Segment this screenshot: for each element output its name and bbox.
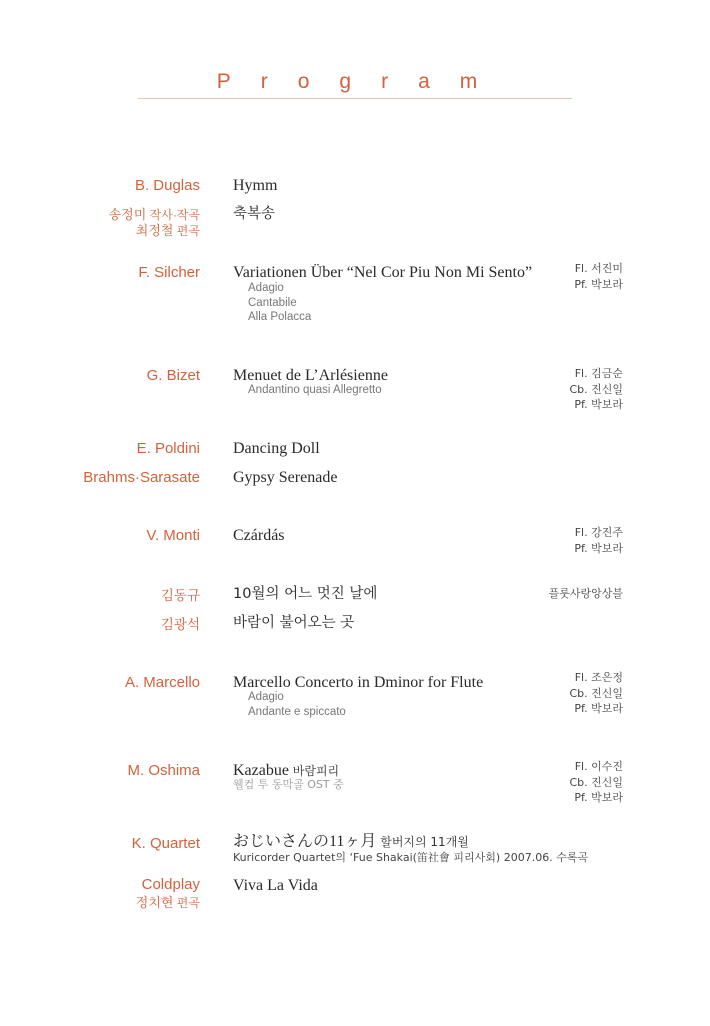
work-title: Variationen Über “Nel Cor Piu Non Mi Sento”: [233, 264, 533, 281]
composer: K. Quartet: [131, 835, 200, 852]
movement: Alla Polacca: [248, 311, 312, 323]
performer: Pf. 박보라: [574, 277, 623, 291]
performer: Cb. 진신일: [569, 686, 623, 700]
composer: [109, 207, 200, 239]
work-title: Marcello Concerto in Dminor for Flute: [233, 674, 484, 691]
work-title: おじいさんの11ヶ月: [233, 833, 377, 850]
performer: Cb. 진신일: [569, 775, 623, 789]
composer-role: 작사·작곡: [146, 208, 200, 222]
performer: Fl. 이수진: [574, 760, 623, 773]
arranger-name: 최정철: [135, 223, 174, 238]
arranger-role: 편곡: [173, 224, 200, 238]
work-title: Hymm: [233, 177, 278, 194]
composer: 김동규: [160, 588, 200, 603]
work-subtitle: 할버지의 11개월: [376, 835, 469, 849]
performer: 플룻사랑앙상블: [548, 587, 623, 600]
movement: Andantino quasi Allegretto: [248, 384, 382, 396]
work-title: Dancing Doll: [233, 440, 320, 457]
work-note: Kuricorder Quartet의 ‘Fue Shakai(笛社會 피리사회) 2007.06. 수록곡: [233, 851, 589, 864]
performer: Pf. 박보라: [574, 791, 623, 804]
work-title: 10월의 어느 멋진 날에: [233, 586, 378, 602]
work-subtitle: 바람피리: [288, 764, 340, 778]
composer: V. Monti: [146, 527, 200, 544]
work-title: 바람이 불어오는 곳: [233, 615, 355, 631]
performer: Fl. 서진미: [574, 262, 623, 275]
work-title: Czárdás: [233, 527, 285, 544]
composer: G. Bizet: [146, 367, 200, 384]
composer-name: 송정미: [108, 207, 147, 222]
composer: M. Oshima: [127, 762, 200, 779]
arranger-name: 정치현: [135, 895, 174, 910]
composer: B. Duglas: [134, 177, 200, 194]
performer: Fl. 강진주: [574, 526, 623, 539]
performer: Pf. 박보라: [574, 702, 623, 715]
performer: Pf. 박보라: [574, 398, 623, 411]
composer: 김광석: [160, 617, 200, 632]
composer: [136, 876, 200, 912]
work-title: Viva La Vida: [233, 877, 318, 894]
performer: Pf. 박보라: [574, 542, 623, 555]
movement: Adagio: [248, 282, 284, 294]
work-title: 축복송: [233, 206, 276, 222]
composer: E. Poldini: [136, 440, 200, 457]
composer: F. Silcher: [138, 264, 200, 281]
performer: Fl. 조은정: [574, 671, 623, 684]
composer: A. Marcello: [124, 674, 200, 691]
page-title: Program: [216, 70, 508, 93]
performer: Fl. 김금순: [574, 367, 623, 380]
movement: Cantabile: [248, 296, 297, 309]
performer: Cb. 진신일: [569, 382, 623, 396]
composer-name: Coldplay: [141, 876, 200, 893]
composer: Brahms·Sarasate: [83, 469, 200, 486]
work-title: Gypsy Serenade: [233, 469, 338, 486]
arranger-role: 편곡: [173, 896, 200, 910]
work-note: 웰컴 투 동막골 OST 중: [233, 778, 344, 791]
work-title: Kazabue: [233, 762, 289, 779]
movement: Andante e spiccato: [248, 706, 346, 718]
work-title: Menuet de L’Arlésienne: [233, 367, 388, 384]
title-underline: [138, 98, 572, 99]
movement: Adagio: [248, 691, 284, 703]
